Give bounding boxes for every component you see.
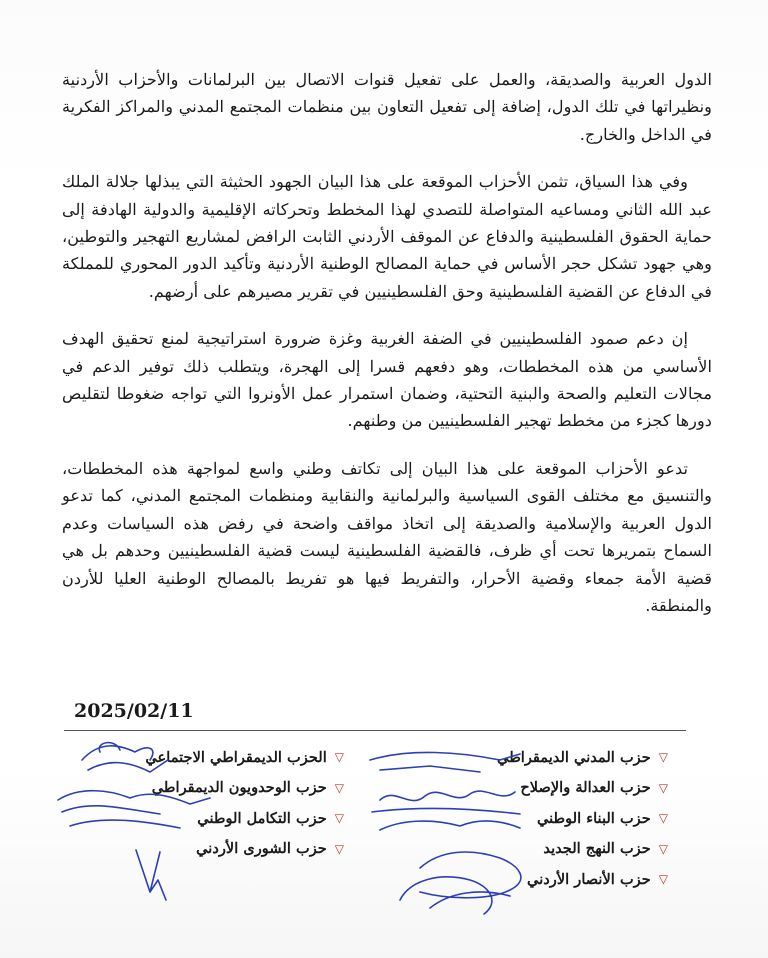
document-date: 2025/02/11: [74, 700, 194, 722]
signatory-item: [408, 864, 668, 895]
signatories-right-column: [408, 742, 668, 895]
triangle-bullet-icon: ▽: [658, 750, 668, 765]
signatory-item: [114, 773, 344, 804]
paragraph-2: وفي هذا السياق، تثمن الأحزاب الموقعة على هذا البيان الجهود الحثيثة التي يبذلها جلالة الملك عبد الله الثاني ومساعيه المتواصلة للتصدي لهذا المخطط وتحركاته الإقليمية والدولية الهادفة إلى حماية الحقوق الفلسطينية والدفاع عن الموقف الأردني الثابت الرافض لمشاريع التهجير والتوطين، وهي جهود تشكل حجر الأساس في حماية المصالح الوطنية الأردنية وتأكيد الدور المحوري للمملكة في الدفاع عن القضية الفلسطينية وحق الفلسطينيين في تقرير مصيرهم على أرضهم.: [62, 172, 712, 301]
signatories-left-column: [114, 742, 344, 864]
triangle-bullet-icon: ▽: [334, 780, 344, 795]
party-name: حزب التكامل الوطني: [197, 809, 327, 827]
party-name: حزب البناء الوطني: [536, 809, 651, 827]
triangle-bullet-icon: ▽: [658, 841, 668, 856]
signatory-item: [408, 742, 668, 773]
triangle-bullet-icon: ▽: [658, 811, 668, 826]
signatory-item: [114, 742, 344, 773]
signatory-item: [408, 834, 668, 865]
party-name: حزب الوحدويون الديمقراطي: [151, 779, 327, 797]
signatory-item: [408, 773, 668, 804]
triangle-bullet-icon: ▽: [334, 841, 344, 856]
party-name: حزب الشورى الأردني: [196, 840, 327, 858]
triangle-bullet-icon: ▽: [658, 872, 668, 887]
party-name: الحزب الديمقراطي الاجتماعي: [145, 748, 327, 766]
party-name: حزب المدني الديمقراطي: [497, 748, 651, 766]
triangle-bullet-icon: ▽: [334, 750, 344, 765]
signatory-item: [114, 803, 344, 834]
paragraph-3: إن دعم صمود الفلسطينيين في الضفة الغربية وغزة ضرورة استراتيجية لمنع تحقيق الهدف الأساسي من هذه المخططات، وهو دفعهم قسرا إلى الهجرة، ويتطلب ذلك توفير الدعم في مجالات التعليم والصحة والبنية التحتية، وضمان استمرار عمل الأونروا التي تواجه ضغوطا لتقليص دورها كجزء من مخطط تهجير الفلسطينيين من وطنهم.: [62, 329, 712, 431]
triangle-bullet-icon: ▽: [334, 811, 344, 826]
statement-body: [62, 66, 712, 639]
signatory-item: [408, 803, 668, 834]
paragraph-1: الدول العربية والصديقة، والعمل على تفعيل قنوات الاتصال بين البرلمانات والأحزاب الأردنية ونظيراتها في تلك الدول، إضافة إلى تفعيل التعاون بين منظمات المجتمع المدني والمراكز الفكرية في الداخل والخارج.: [62, 70, 712, 144]
triangle-bullet-icon: ▽: [658, 780, 668, 795]
paragraph-4: تدعو الأحزاب الموقعة على هذا البيان إلى تكاتف وطني واسع لمواجهة هذه المخططات، والتنسيق مع مختلف القوى السياسية والبرلمانية والنقابية ومنظمات المجتمع المدني، كما تدعو الدول العربية والإسلامية والصديقة إلى اتخاذ مواقف واضحة في رفض هذه السياسات وعدم السماح بتمريرها تحت أي ظرف، فالقضية الفلسطينية ليست قضية الفلسطينيين وحدهم بل هي قضية الأمة جمعاء وقضية الأحرار، والتفريط فيها هو تفريط بالمصالح الوطنية العليا للأردن والمنطقة.: [62, 458, 712, 615]
party-name: حزب الأنصار الأردني: [527, 870, 651, 888]
signatory-item: [114, 834, 344, 865]
party-name: حزب النهج الجديد: [543, 840, 651, 858]
party-name: حزب العدالة والإصلاح: [520, 779, 651, 797]
divider-line: [64, 730, 686, 731]
